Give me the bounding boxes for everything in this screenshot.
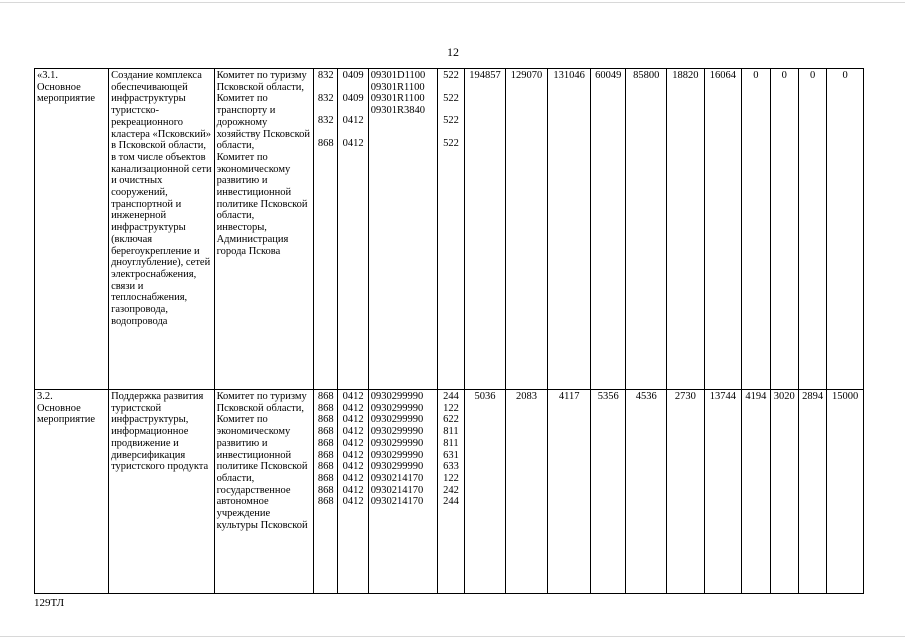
funding-value: 2083 xyxy=(505,390,548,594)
program-table xyxy=(34,68,864,594)
event-name: Создание комплекса обеспечивающей инфраструктуры туристско-рекреационного кластера «Псковский» в Псковской области, в том числе объектов канализационной сети и очистных сооружений, транспортной и инженерной инфраструктуры (включая берегоукрепление и дноуглубление), сетей электроснабжения, связи и теплоснабжения, газопровода, водопровода xyxy=(109,69,215,390)
section-code: 0412 xyxy=(342,391,364,402)
expense-type-code: 244 xyxy=(443,391,459,402)
funding-value: 60049 xyxy=(590,69,626,390)
section-code: 0412 xyxy=(342,461,364,473)
grbs-code: 868 xyxy=(317,461,334,473)
expense-type-code: 811 xyxy=(443,437,459,449)
expense-type-code: 522 xyxy=(443,70,459,81)
page-number: 12 xyxy=(447,45,459,59)
funding-value: 0 xyxy=(770,69,798,390)
target-article-code: 0930299990 xyxy=(370,426,424,438)
table-row xyxy=(35,69,864,390)
cell-expense-type-code xyxy=(437,390,464,594)
expense-type-code: 622 xyxy=(443,414,459,426)
executor-item: государственное автономное учреждение культуры Псковской xyxy=(216,484,308,531)
funding-value: 0 xyxy=(798,69,826,390)
target-article-code: 0930299990 xyxy=(370,437,424,449)
grbs-code: 868 xyxy=(317,437,334,449)
funding-value: 85800 xyxy=(626,69,667,390)
executor-item: Комитет по туризму Псковской области, xyxy=(216,70,307,93)
expense-type-code xyxy=(440,104,462,115)
cell-event-number xyxy=(35,69,109,390)
grbs-code: 868 xyxy=(317,449,334,461)
grbs-code: 832 xyxy=(317,92,334,104)
expense-type-code: 122 xyxy=(443,472,459,484)
cell-event-number xyxy=(35,390,109,594)
grbs-code xyxy=(316,82,335,93)
grbs-code: 868 xyxy=(317,414,334,426)
target-article-code: 0930214170 xyxy=(370,472,424,484)
target-article-code: 0930214170 xyxy=(370,484,424,496)
section-code: 0412 xyxy=(342,414,364,426)
funding-value: 15000 xyxy=(827,390,864,594)
target-article-code: 09301R3840 xyxy=(370,105,426,117)
executor-item: Комитет по экономическому развитию и инвестиционной политике Псковской области, xyxy=(216,414,308,484)
target-article-code: 0930299990 xyxy=(370,391,424,402)
cell-target-article-code xyxy=(368,390,437,594)
section-code: 0409 xyxy=(342,70,364,81)
grbs-code: 868 xyxy=(317,391,334,402)
grbs-code: 868 xyxy=(317,472,334,484)
funding-value: 3020 xyxy=(770,390,798,594)
funding-value: 0 xyxy=(827,69,864,390)
cell-grbs-code xyxy=(314,390,338,594)
event-type: Основное мероприятие xyxy=(37,402,95,426)
funding-value: 4117 xyxy=(548,390,591,594)
grbs-code: 868 xyxy=(317,484,334,496)
scan-bottom-edge xyxy=(0,636,905,637)
funding-value: 2730 xyxy=(667,390,705,594)
grbs-code: 832 xyxy=(317,70,334,81)
cell-expense-type-code xyxy=(437,69,464,390)
expense-type-code: 522 xyxy=(443,138,459,150)
funding-value: 16064 xyxy=(704,69,742,390)
grbs-code: 832 xyxy=(317,115,334,127)
section-code: 0412 xyxy=(342,484,364,496)
event-type: Основное мероприятие xyxy=(37,81,95,105)
grbs-code: 868 xyxy=(317,138,334,150)
target-article-code: 0930299990 xyxy=(370,402,424,414)
section-code xyxy=(340,104,365,115)
expense-type-code: 122 xyxy=(443,402,459,414)
section-code: 0412 xyxy=(342,449,364,461)
expense-type-code xyxy=(440,127,462,138)
expense-type-code xyxy=(440,82,462,93)
funding-value: 129070 xyxy=(505,69,548,390)
cell-executors xyxy=(214,69,313,390)
executor-item: Комитет по экономическому развитию и инвестиционной политике Псковской области, xyxy=(216,151,308,222)
section-code xyxy=(340,127,365,138)
funding-value: 5356 xyxy=(590,390,626,594)
expense-type-code: 633 xyxy=(443,461,459,473)
grbs-code: 868 xyxy=(317,496,334,508)
grbs-code xyxy=(316,104,335,115)
section-code: 0412 xyxy=(342,138,364,150)
section-code: 0412 xyxy=(342,472,364,484)
target-article-code: 0930214170 xyxy=(370,496,424,508)
cell-section-code xyxy=(338,69,368,390)
target-article-code: 0930299990 xyxy=(370,461,424,473)
funding-value: 2894 xyxy=(798,390,826,594)
funding-value: 4194 xyxy=(742,390,770,594)
event-name: Поддержка развития туристской инфраструктуры, информационное продвижение и диверсификация туристского продукта xyxy=(109,390,215,594)
section-code xyxy=(340,82,365,93)
expense-type-code: 522 xyxy=(443,92,459,104)
scan-top-edge xyxy=(0,2,905,3)
section-code: 0412 xyxy=(342,402,364,414)
cell-target-article-code xyxy=(368,69,437,390)
target-article-code: 0930299990 xyxy=(370,414,424,426)
document-code: 129ТЛ xyxy=(34,597,65,609)
section-code: 0412 xyxy=(342,115,364,127)
target-article-code: 0930299990 xyxy=(370,449,424,461)
funding-value: 5036 xyxy=(465,390,506,594)
expense-type-code: 522 xyxy=(443,115,459,127)
section-code: 0412 xyxy=(342,426,364,438)
event-number: «3.1. xyxy=(37,70,58,81)
executor-item: Администрация города Пскова xyxy=(216,233,289,257)
section-code: 0409 xyxy=(342,92,364,104)
target-article-code: 09301D1100 xyxy=(370,70,426,81)
grbs-code: 868 xyxy=(317,402,334,414)
funding-value: 18820 xyxy=(667,69,705,390)
table-row xyxy=(35,390,864,594)
executor-item: Комитет по туризму Псковской области, xyxy=(216,391,307,414)
grbs-code: 868 xyxy=(317,426,334,438)
funding-value: 13744 xyxy=(704,390,742,594)
grbs-code xyxy=(316,127,335,138)
cell-section-code xyxy=(338,390,368,594)
expense-type-code: 631 xyxy=(443,449,459,461)
expense-type-code: 244 xyxy=(443,496,459,508)
executor-item: Комитет по транспорту и дорожному хозяйству Псковской области, xyxy=(216,93,311,152)
funding-value: 194857 xyxy=(465,69,506,390)
cell-executors xyxy=(214,390,313,594)
funding-value: 131046 xyxy=(548,69,591,390)
section-code: 0412 xyxy=(342,496,364,508)
expense-type-code: 811 xyxy=(443,426,459,438)
expense-type-code: 242 xyxy=(443,484,459,496)
funding-value: 4536 xyxy=(626,390,667,594)
executor-item: инвесторы, xyxy=(216,222,267,234)
target-article-code: 09301R1100 xyxy=(370,81,425,93)
cell-grbs-code xyxy=(314,69,338,390)
target-article-code: 09301R1100 xyxy=(370,93,425,105)
funding-value: 0 xyxy=(742,69,770,390)
section-code: 0412 xyxy=(342,437,364,449)
event-number: 3.2. xyxy=(37,391,53,402)
